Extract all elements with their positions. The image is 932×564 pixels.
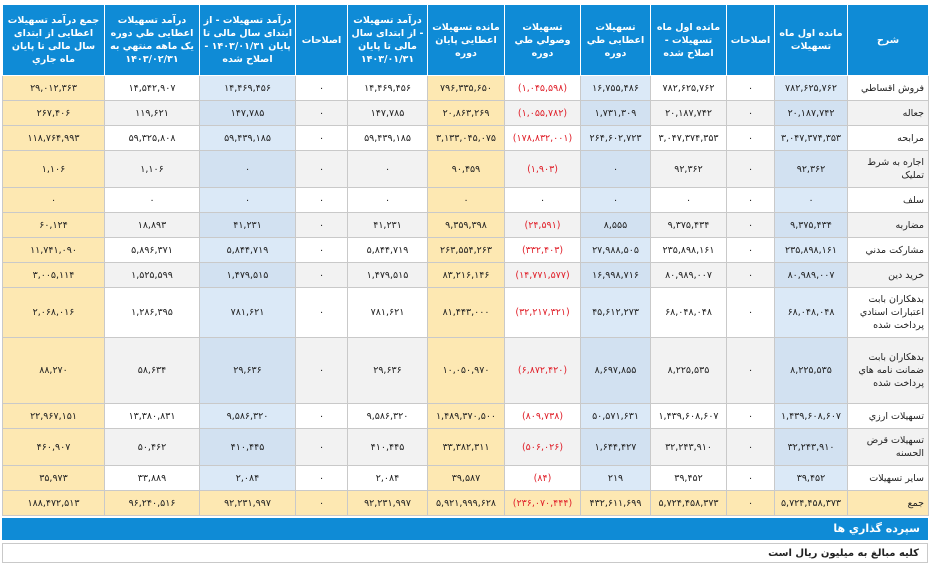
row-label: مشارکت مدني — [848, 238, 929, 263]
table-cell: ۸,۵۵۵ — [581, 213, 651, 238]
table-cell: ۴۱,۲۳۱ — [348, 213, 428, 238]
table-cell: ۲,۰۸۴ — [348, 466, 428, 491]
table-cell: ۰ — [581, 188, 651, 213]
table-cell: ۰ — [200, 151, 296, 188]
table-cell: ۱,۱۰۶ — [3, 151, 105, 188]
table-cell: ۷۸۱,۶۲۱ — [348, 288, 428, 338]
table-cell: ۱۴,۴۶۹,۴۵۶ — [200, 76, 296, 101]
table-cell: ۰ — [727, 188, 775, 213]
table-cell: ۰ — [727, 429, 775, 466]
table-row — [3, 404, 929, 429]
table-cell: ۵,۷۲۴,۴۵۸,۳۷۳ — [775, 491, 848, 516]
table-cell: ۹,۳۷۵,۴۳۴ — [651, 213, 727, 238]
table-cell: (۵۰۶,۰۲۶) — [505, 429, 581, 466]
table-cell: ۱۴۷,۷۸۵ — [200, 101, 296, 126]
table-cell: ۰ — [296, 263, 348, 288]
table-cell: ۲۰,۸۶۳,۲۶۹ — [428, 101, 505, 126]
table-cell: ۲۶۴,۶۰۲,۷۲۳ — [581, 126, 651, 151]
table-cell: ۳۲,۲۴۳,۹۱۰ — [651, 429, 727, 466]
table-cell: ۴۵,۶۱۲,۲۷۳ — [581, 288, 651, 338]
table-cell: ۱,۴۳۹,۶۰۸,۶۰۷ — [775, 404, 848, 429]
table-cell: ۰ — [348, 188, 428, 213]
section-title-deposits: سپرده گذاري ها — [2, 518, 928, 540]
table-cell: ۳,۱۳۳,۰۴۵,۰۷۵ — [428, 126, 505, 151]
column-header: مانده تسهیلات اعطایی پایان دوره — [428, 5, 505, 76]
table-cell: ۶۸,۰۴۸,۰۴۸ — [775, 288, 848, 338]
table-cell: ۰ — [296, 126, 348, 151]
table-cell: ۸۰,۹۸۹,۰۰۷ — [775, 263, 848, 288]
table-cell: (۲۴,۵۹۱) — [505, 213, 581, 238]
table-cell: ۱,۴۷۹,۵۱۵ — [348, 263, 428, 288]
table-cell: ۵,۸۴۴,۷۱۹ — [200, 238, 296, 263]
table-row — [3, 429, 929, 466]
table-cell: ۴۳۲,۶۱۱,۶۹۹ — [581, 491, 651, 516]
column-header: درآمد تسهیلات - از ابتدای سال مالی تا پایان ۱۴۰۳/۰۱/۳۱ - اصلاح شده — [200, 5, 296, 76]
table-cell: ۱۱,۷۴۱,۰۹۰ — [3, 238, 105, 263]
table-cell: (۱,۰۵۵,۷۸۲) — [505, 101, 581, 126]
table-cell: ۵۰,۵۷۱,۶۳۱ — [581, 404, 651, 429]
table-cell: ۸,۲۲۵,۵۳۵ — [651, 338, 727, 404]
table-cell: ۵۹,۴۳۹,۱۸۵ — [348, 126, 428, 151]
table-cell: ۱۸,۸۹۳ — [105, 213, 200, 238]
column-header: اصلاحات — [727, 5, 775, 76]
table-cell: (۱۷۸,۸۳۲,۰۰۱) — [505, 126, 581, 151]
row-label: مرابحه — [848, 126, 929, 151]
table-cell: ۹,۵۸۶,۳۲۰ — [348, 404, 428, 429]
table-cell: ۴۱۰,۴۴۵ — [348, 429, 428, 466]
table-cell: ۰ — [296, 213, 348, 238]
table-cell: ۰ — [727, 466, 775, 491]
table-cell: ۰ — [727, 238, 775, 263]
table-cell: (۱۴,۷۷۱,۵۷۷) — [505, 263, 581, 288]
table-cell: ۱۰,۰۵۰,۹۷۰ — [428, 338, 505, 404]
column-header: مانده اول ماه تسهیلات - اصلاح شده — [651, 5, 727, 76]
column-header: جمع درآمد تسهیلات اعطایی از ابتدای سال مالی تا پایان ماه جاري — [3, 5, 105, 76]
table-cell: ۸۸,۲۷۰ — [3, 338, 105, 404]
table-cell: ۱۱۹,۶۲۱ — [105, 101, 200, 126]
table-cell: ۶۸,۰۴۸,۰۴۸ — [651, 288, 727, 338]
table-cell: ۲۳۵,۸۹۸,۱۶۱ — [651, 238, 727, 263]
table-cell: ۳۲,۲۴۳,۹۱۰ — [775, 429, 848, 466]
table-cell: ۰ — [3, 188, 105, 213]
table-cell: ۵۹,۳۲۵,۸۰۸ — [105, 126, 200, 151]
table-cell: ۸۳,۲۱۶,۱۴۶ — [428, 263, 505, 288]
row-label: فروش اقساطي — [848, 76, 929, 101]
table-cell: ۰ — [200, 188, 296, 213]
table-cell: ۰ — [727, 101, 775, 126]
table-cell: ۰ — [348, 151, 428, 188]
table-cell: ۱,۴۸۹,۳۷۰,۵۰۰ — [428, 404, 505, 429]
table-cell: ۰ — [727, 76, 775, 101]
table-cell: ۷۹۶,۳۳۵,۶۵۰ — [428, 76, 505, 101]
table-cell: ۰ — [651, 188, 727, 213]
table-cell: (۸۰۹,۷۳۸) — [505, 404, 581, 429]
table-cell: ۰ — [727, 491, 775, 516]
table-cell: ۴۶۰,۹۰۷ — [3, 429, 105, 466]
table-cell: ۱۸۸,۴۷۲,۵۱۳ — [3, 491, 105, 516]
row-label: بدهکاران بابت ضمانت نامه هاي پرداخت شده — [848, 338, 929, 404]
table-cell: ۹,۳۵۹,۳۹۸ — [428, 213, 505, 238]
table-cell: ۹۲,۲۳۱,۹۹۷ — [200, 491, 296, 516]
table-row — [3, 76, 929, 101]
table-cell: ۲۰,۱۸۷,۷۴۲ — [775, 101, 848, 126]
table-header-row — [3, 5, 929, 76]
table-cell: ۳,۰۴۷,۳۷۴,۳۵۳ — [651, 126, 727, 151]
table-cell: (۸۴) — [505, 466, 581, 491]
table-cell: ۴۱۰,۴۴۵ — [200, 429, 296, 466]
row-label: اجاره به شرط تمليک — [848, 151, 929, 188]
table-cell: ۰ — [296, 151, 348, 188]
table-cell: ۵۹,۴۳۹,۱۸۵ — [200, 126, 296, 151]
table-cell: ۳۹,۵۸۷ — [428, 466, 505, 491]
table-cell: ۰ — [727, 126, 775, 151]
row-label: جعاله — [848, 101, 929, 126]
table-cell: ۰ — [296, 404, 348, 429]
table-row — [3, 188, 929, 213]
table-cell: ۷۸۲,۶۲۵,۷۶۲ — [775, 76, 848, 101]
column-header: مانده اول ماه تسهیلات — [775, 5, 848, 76]
table-cell: ۵,۷۲۴,۴۵۸,۳۷۳ — [651, 491, 727, 516]
table-row — [3, 263, 929, 288]
table-cell: ۰ — [296, 188, 348, 213]
table-cell: ۲۳۵,۸۹۸,۱۶۱ — [775, 238, 848, 263]
table-cell: ۲۶۷,۴۰۶ — [3, 101, 105, 126]
table-cell: ۳,۰۴۷,۳۷۴,۳۵۳ — [775, 126, 848, 151]
table-row — [3, 238, 929, 263]
table-cell: ۰ — [581, 151, 651, 188]
table-cell: ۰ — [296, 466, 348, 491]
table-cell: ۱,۷۳۱,۳۰۹ — [581, 101, 651, 126]
column-header: تسهیلات اعطایی طي دوره — [581, 5, 651, 76]
table-cell: ۱۴۷,۷۸۵ — [348, 101, 428, 126]
row-label: بدهکاران بابت اعتبارات اسنادي پرداخت شده — [848, 288, 929, 338]
table-cell: ۰ — [296, 491, 348, 516]
table-cell: ۱,۴۷۹,۵۱۵ — [200, 263, 296, 288]
table-cell: ۳۹,۴۵۲ — [775, 466, 848, 491]
table-cell: ۰ — [727, 263, 775, 288]
table-body — [3, 76, 929, 516]
table-cell: ۲۹,۶۳۶ — [348, 338, 428, 404]
table-cell: ۸,۶۹۷,۸۵۵ — [581, 338, 651, 404]
table-cell: ۰ — [727, 213, 775, 238]
table-cell: ۰ — [296, 101, 348, 126]
row-label: ساير تسهيلات — [848, 466, 929, 491]
table-cell: ۳۳,۳۸۲,۳۱۱ — [428, 429, 505, 466]
table-cell: ۰ — [296, 288, 348, 338]
table-cell: (۳۳۲,۴۰۳) — [505, 238, 581, 263]
table-row — [3, 288, 929, 338]
table-cell: ۱۱۸,۷۶۴,۹۹۳ — [3, 126, 105, 151]
table-cell: ۲۶۳,۵۵۴,۲۶۳ — [428, 238, 505, 263]
table-cell: ۵,۹۲۱,۹۹۹,۶۲۸ — [428, 491, 505, 516]
table-cell: ۰ — [105, 188, 200, 213]
table-cell: ۲۱۹ — [581, 466, 651, 491]
table-row — [3, 126, 929, 151]
row-label: مضاربه — [848, 213, 929, 238]
table-cell: ۳,۰۰۵,۱۱۴ — [3, 263, 105, 288]
facilities-report — [2, 4, 928, 516]
table-row — [3, 338, 929, 404]
table-cell: ۰ — [296, 238, 348, 263]
table-cell: ۱۶,۷۵۵,۴۸۶ — [581, 76, 651, 101]
table-row — [3, 101, 929, 126]
table-cell: ۹۰,۴۵۹ — [428, 151, 505, 188]
table-cell: ۷۸۲,۶۲۵,۷۶۲ — [651, 76, 727, 101]
table-cell: ۹۲,۳۶۲ — [775, 151, 848, 188]
table-cell: ۰ — [727, 288, 775, 338]
table-cell: (۳۲,۲۱۷,۳۲۱) — [505, 288, 581, 338]
table-cell: ۹۲,۲۳۱,۹۹۷ — [348, 491, 428, 516]
column-header: اصلاحات — [296, 5, 348, 76]
table-cell: ۳۳,۸۸۹ — [105, 466, 200, 491]
table-row — [3, 151, 929, 188]
table-cell: (۱,۰۴۵,۵۹۸) — [505, 76, 581, 101]
table-cell: ۱,۱۰۶ — [105, 151, 200, 188]
row-label: جمع — [848, 491, 929, 516]
table-cell: ۳۹,۴۵۲ — [651, 466, 727, 491]
table-cell: ۲,۰۶۸,۰۱۶ — [3, 288, 105, 338]
table-cell: ۹۲,۳۶۲ — [651, 151, 727, 188]
column-header: درآمد تسهیلات - از ابتدای سال مالی تا پایان ۱۴۰۳/۰۱/۳۱ — [348, 5, 428, 76]
table-cell: ۲۰,۱۸۷,۷۴۲ — [651, 101, 727, 126]
table-cell: ۶۰,۱۲۴ — [3, 213, 105, 238]
table-cell: ۱,۶۴۴,۴۲۷ — [581, 429, 651, 466]
row-label: خريد دين — [848, 263, 929, 288]
row-label: تسهيلات ارزي — [848, 404, 929, 429]
table-cell: ۱,۴۳۹,۶۰۸,۶۰۷ — [651, 404, 727, 429]
table-cell: ۸,۲۲۵,۵۳۵ — [775, 338, 848, 404]
table-cell: ۱,۵۲۵,۵۹۹ — [105, 263, 200, 288]
table-row — [3, 466, 929, 491]
table-cell: ۱۳,۳۸۰,۸۳۱ — [105, 404, 200, 429]
row-label: سلف — [848, 188, 929, 213]
table-cell: ۹,۵۸۶,۳۲۰ — [200, 404, 296, 429]
table-cell: ۸۰,۹۸۹,۰۰۷ — [651, 263, 727, 288]
table-cell: ۹,۳۷۵,۴۳۴ — [775, 213, 848, 238]
table-cell: ۵۰,۴۶۲ — [105, 429, 200, 466]
amounts-note: کليه مبالغ به ميليون ريال است — [2, 543, 928, 563]
column-header: تسهیلات وصولي طي دوره — [505, 5, 581, 76]
table-cell: ۰ — [775, 188, 848, 213]
facilities-table — [2, 4, 929, 516]
table-cell: ۰ — [727, 404, 775, 429]
table-cell: (۶,۸۷۲,۴۲۰) — [505, 338, 581, 404]
column-header: درآمد تسهیلات اعطایی طي دوره یک ماهه منتهي به ۱۴۰۳/۰۲/۳۱ — [105, 5, 200, 76]
table-cell: ۰ — [428, 188, 505, 213]
table-cell: ۰ — [296, 76, 348, 101]
table-cell: ۰ — [296, 429, 348, 466]
table-cell: ۵,۸۹۶,۳۷۱ — [105, 238, 200, 263]
table-cell: ۲۲,۹۶۷,۱۵۱ — [3, 404, 105, 429]
table-cell: (۱,۹۰۳) — [505, 151, 581, 188]
row-label: تسهيلات قرض الحسنه — [848, 429, 929, 466]
table-cell: ۴۱,۲۳۱ — [200, 213, 296, 238]
table-cell: ۲,۰۸۴ — [200, 466, 296, 491]
table-cell: (۲۳۶,۰۷۰,۴۴۴) — [505, 491, 581, 516]
table-cell: ۵,۸۴۴,۷۱۹ — [348, 238, 428, 263]
table-cell: ۱,۲۸۶,۳۹۵ — [105, 288, 200, 338]
table-cell: ۰ — [727, 338, 775, 404]
table-cell: ۰ — [505, 188, 581, 213]
table-cell: ۰ — [727, 151, 775, 188]
table-cell: ۱۴,۴۶۹,۴۵۶ — [348, 76, 428, 101]
table-cell: ۳۵,۹۷۳ — [3, 466, 105, 491]
table-cell: ۰ — [296, 338, 348, 404]
table-cell: ۷۸۱,۶۲۱ — [200, 288, 296, 338]
table-row — [3, 213, 929, 238]
column-header: شرح — [848, 5, 929, 76]
table-cell: ۲۹,۶۳۶ — [200, 338, 296, 404]
table-cell: ۱۶,۹۹۸,۷۱۶ — [581, 263, 651, 288]
table-cell: ۹۶,۲۴۰,۵۱۶ — [105, 491, 200, 516]
table-cell: ۱۴,۵۴۲,۹۰۷ — [105, 76, 200, 101]
total-row — [3, 491, 929, 516]
table-cell: ۲۷,۹۸۸,۵۰۵ — [581, 238, 651, 263]
table-cell: ۵۸,۶۳۴ — [105, 338, 200, 404]
table-cell: ۸۱,۴۴۳,۰۰۰ — [428, 288, 505, 338]
table-cell: ۲۹,۰۱۲,۳۶۳ — [3, 76, 105, 101]
